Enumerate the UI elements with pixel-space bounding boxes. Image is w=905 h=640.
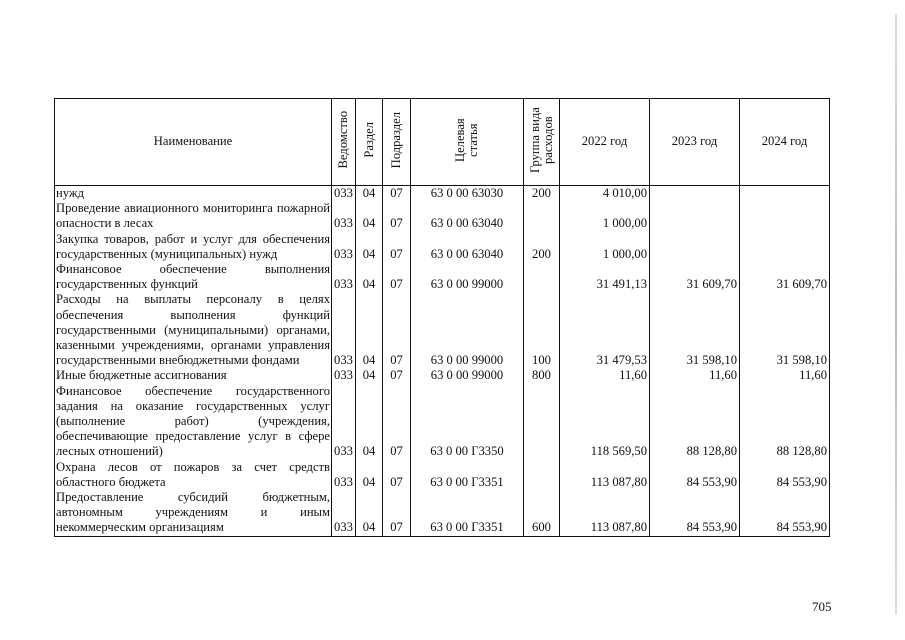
row-group <box>524 262 560 292</box>
row-group: 100 <box>524 292 560 368</box>
row-2024: 31 609,70 <box>740 262 830 292</box>
row-subsection: 07 <box>383 460 411 490</box>
row-dept: 033 <box>332 368 356 383</box>
budget-table-container <box>54 98 830 537</box>
row-2023: 88 128,80 <box>650 384 740 460</box>
row-group <box>524 201 560 231</box>
row-dept: 033 <box>332 490 356 536</box>
row-group: 200 <box>524 186 560 202</box>
header-target: Целевая статья <box>411 99 524 186</box>
row-2022: 1 000,00 <box>560 201 650 231</box>
table-row <box>55 201 830 231</box>
row-target: 63 0 00 99000 <box>411 368 524 383</box>
row-target: 63 0 00 63040 <box>411 232 524 262</box>
row-2022: 11,60 <box>560 368 650 383</box>
row-2022: 31 491,13 <box>560 262 650 292</box>
row-target: 63 0 00 Г3351 <box>411 460 524 490</box>
row-dept: 033 <box>332 262 356 292</box>
row-section: 04 <box>356 384 383 460</box>
table-row <box>55 186 830 202</box>
row-section: 04 <box>356 201 383 231</box>
row-2024: 11,60 <box>740 368 830 383</box>
table-row <box>55 490 830 536</box>
row-subsection: 07 <box>383 232 411 262</box>
row-dept: 033 <box>332 460 356 490</box>
row-target: 63 0 00 Г3350 <box>411 384 524 460</box>
table-body <box>55 186 830 537</box>
header-2022: 2022 год <box>560 99 650 186</box>
row-group <box>524 384 560 460</box>
table-row <box>55 262 830 292</box>
row-2023: 84 553,90 <box>650 490 740 536</box>
row-dept: 033 <box>332 384 356 460</box>
row-subsection: 07 <box>383 262 411 292</box>
row-name: Иные бюджетные ассигнования <box>55 368 332 383</box>
row-2022: 113 087,80 <box>560 490 650 536</box>
row-2024: 88 128,80 <box>740 384 830 460</box>
table-row <box>55 292 830 368</box>
row-name: Проведение авиационного мониторинга пожарной опасности в лесах <box>56 201 330 231</box>
row-name: Охрана лесов от пожаров за счет средств областного бюджета <box>56 459 330 489</box>
header-expense-group: Группа вида расходов <box>524 99 560 186</box>
row-subsection: 07 <box>383 384 411 460</box>
row-2024: 84 553,90 <box>740 490 830 536</box>
page-number: 705 <box>812 599 832 614</box>
row-2023 <box>650 186 740 202</box>
table-header <box>55 99 830 186</box>
row-2023 <box>650 201 740 231</box>
row-target: 63 0 00 99000 <box>411 262 524 292</box>
row-2022: 118 569,50 <box>560 384 650 460</box>
row-subsection: 07 <box>383 186 411 202</box>
row-2024: 84 553,90 <box>740 460 830 490</box>
row-target: 63 0 00 99000 <box>411 292 524 368</box>
row-2023: 11,60 <box>650 368 740 383</box>
row-section: 04 <box>356 368 383 383</box>
row-2023: 31 609,70 <box>650 262 740 292</box>
row-subsection: 07 <box>383 490 411 536</box>
row-name: Финансовое обеспечение выполнения государственных функций <box>56 262 330 292</box>
row-target: 63 0 00 63030 <box>411 186 524 202</box>
table-row <box>55 384 830 460</box>
scan-edge-shadow <box>895 14 897 614</box>
row-2022: 113 087,80 <box>560 460 650 490</box>
row-name: Закупка товаров, работ и услуг для обеспечения государственных (муниципальных) нужд <box>56 231 330 261</box>
row-subsection: 07 <box>383 292 411 368</box>
row-group: 800 <box>524 368 560 383</box>
row-2024 <box>740 232 830 262</box>
header-2023: 2023 год <box>650 99 740 186</box>
row-subsection: 07 <box>383 201 411 231</box>
row-2022: 1 000,00 <box>560 232 650 262</box>
row-group: 200 <box>524 232 560 262</box>
row-2022: 4 010,00 <box>560 186 650 202</box>
table-row <box>55 368 830 383</box>
row-dept: 033 <box>332 201 356 231</box>
row-2023: 84 553,90 <box>650 460 740 490</box>
row-section: 04 <box>356 232 383 262</box>
table-row <box>55 460 830 490</box>
row-name: нужд <box>55 186 332 202</box>
row-group: 600 <box>524 490 560 536</box>
header-section: Раздел <box>356 99 383 186</box>
table-row <box>55 232 830 262</box>
row-subsection: 07 <box>383 368 411 383</box>
row-2024 <box>740 186 830 202</box>
row-2024: 31 598,10 <box>740 292 830 368</box>
row-dept: 033 <box>332 232 356 262</box>
row-target: 63 0 00 63040 <box>411 201 524 231</box>
header-2024: 2024 год <box>740 99 830 186</box>
row-dept: 033 <box>332 292 356 368</box>
row-2024 <box>740 201 830 231</box>
row-name: Финансовое обеспечение государственного задания на оказание государственных услуг (выполнение работ) (учреждения, обеспечивающие предоставление услуг в сфере лесных отношений) <box>56 383 330 459</box>
header-dept: Ведомство <box>332 99 356 186</box>
row-section: 04 <box>356 292 383 368</box>
row-section: 04 <box>356 186 383 202</box>
header-name: Наименование <box>55 99 332 186</box>
row-target: 63 0 00 Г3351 <box>411 490 524 536</box>
row-group <box>524 460 560 490</box>
row-name: Расходы на выплаты персоналу в целях обеспечения выполнения функций государственными (муниципальными) органами, казенными учреждениями, органами управления государственными внебюджетными фондами <box>56 292 330 368</box>
row-section: 04 <box>356 262 383 292</box>
row-section: 04 <box>356 490 383 536</box>
row-2023 <box>650 232 740 262</box>
row-name: Предоставление субсидий бюджетным, автономным учреждениям и иным некоммерческим организациям <box>56 490 330 535</box>
row-section: 04 <box>356 460 383 490</box>
budget-table <box>54 98 830 537</box>
row-2023: 31 598,10 <box>650 292 740 368</box>
header-subsection: Подраздел <box>383 99 411 186</box>
row-2022: 31 479,53 <box>560 292 650 368</box>
row-dept: 033 <box>332 186 356 202</box>
